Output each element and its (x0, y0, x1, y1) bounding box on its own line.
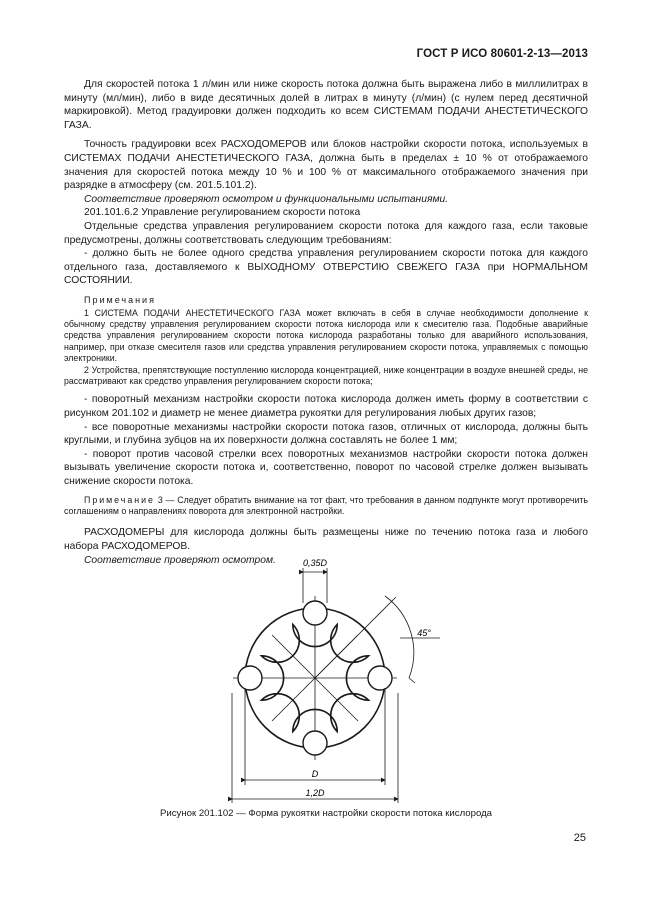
knob-notch-1 (303, 731, 327, 755)
paragraph-compliance-2: Соответствие проверяют осмотром. (84, 554, 276, 566)
list-item-one-control: - должно быть не более одного средства управления регулированием скорости потока для каждого отдельного газа, доставляемого к ВЫХОДНОМУ ОТВЕРСТИЮ СВЕЖЕГО ГАЗА при НОРМАЛЬНОМ СОСТОЯНИИ. (64, 248, 588, 287)
list-item-other-knobs: - все поворотные механизмы настройки скорости потока газов, отличных от кислорода, должны быть круглыми, и глубина зубцов на их поверхности должна составлять не более 1 мм; (64, 421, 588, 447)
note-3-label: Примечание (84, 494, 155, 505)
dim-overall-label: 1,2D (305, 788, 325, 798)
page-number: 25 (573, 832, 586, 844)
knob-figure (210, 548, 440, 806)
note-2: 2 Устройства, препятствующие поступлению кислорода концентрацией, ниже концентрации в воздухе внешней среды, не рассматривают как средство управления регулированием скорости потока; (64, 364, 588, 386)
knob-notch-2 (238, 666, 262, 690)
dim-top-label: 0,35D (302, 558, 328, 568)
knob-notch-0 (303, 601, 327, 625)
standard-header: ГОСТ Р ИСО 80601-2-13—2013 (416, 48, 588, 60)
notes-heading: Примечания (84, 294, 156, 305)
paragraph-flowmeters: РАСХОДОМЕРЫ для кислорода должны быть размещены ниже по течению потока газа и любого набора РАСХОДОМЕРОВ. (64, 527, 588, 552)
dim-angle-label: 45° (417, 628, 431, 638)
paragraph-accuracy: Точность градуировки всех РАСХОДОМЕРОВ или блоков настройки скорости потока, используемых в СИСТЕМАХ ПОДАЧИ АНЕСТЕТИЧЕСКОГО ГАЗА, должна быть в пределах ± 10 % от отображаемого значения для скоростей потока между 10 % и 100 % от максимального отображаемого значения при разрядке в атмосферу (см. 201.5.101.2). (64, 139, 588, 192)
knob-notch-3 (368, 666, 392, 690)
list-item-oxygen-knob: - поворотный механизм настройки скорости потока кислорода должен иметь форму в соответствии с рисунком 201.102 и диаметр не менее диаметра рукоятки для регулирования любых других газов; (64, 394, 588, 419)
note-1: 1 СИСТЕМА ПОДАЧИ АНЕСТЕТИЧЕСКОГО ГАЗА может включать в себя в случае необходимости дополнение к обычному средству управления регулированием скорости потока кислорода или к смесителю газа. Подобные аварийные средства управления регулированием скорости потока кислорода разработаны только для аварийного использования, например, при отказе смесителя газов или средства управления регулированием скорости потока, управляемых с помощью электроники. (64, 307, 588, 364)
note-3 (64, 495, 588, 518)
note-3-text: 3 — Следует обратить внимание на тот факт, что требования в данном подпункте могут противоречить соглашениям о направлениях поворота для электронной настройки. (64, 494, 588, 516)
section-heading-201-101-6-2: 201.101.6.2 Управление регулированием скорости потока (84, 207, 361, 219)
document-body (64, 78, 588, 567)
paragraph-flow-units: Для скоростей потока 1 л/мин или ниже скорость потока должна быть выражена либо в миллилитрах в минуту (мл/мин), либо в виде десятичных долей в литрах в минуту (л/мин) (с нулем перед десятичной маркировкой). Метод градуировки должен подходить ко всем СИСТЕМАМ ПОДАЧИ АНЕСТЕТИЧЕСКОГО ГАЗА. (64, 79, 588, 131)
dim-d-label: D (311, 769, 319, 779)
paragraph-controls: Отдельные средства управления регулированием скорости потока для каждого газа, если таковые предусмотрены, должны соответствовать следующим требованиям: (64, 220, 588, 246)
list-item-rotation: - поворот против часовой стрелки всех поворотных механизмов настройки скорости потока должен вызывать увеличение скорости потока и, соответственно, поворот по часовой стрелке должен вызывать снижение скорости потока. (64, 448, 588, 487)
paragraph-compliance-1: Соответствие проверяют осмотром и функциональными испытаниями. (84, 193, 449, 205)
figure-caption: Рисунок 201.102 — Форма рукоятки настройки скорости потока кислорода (159, 808, 493, 819)
